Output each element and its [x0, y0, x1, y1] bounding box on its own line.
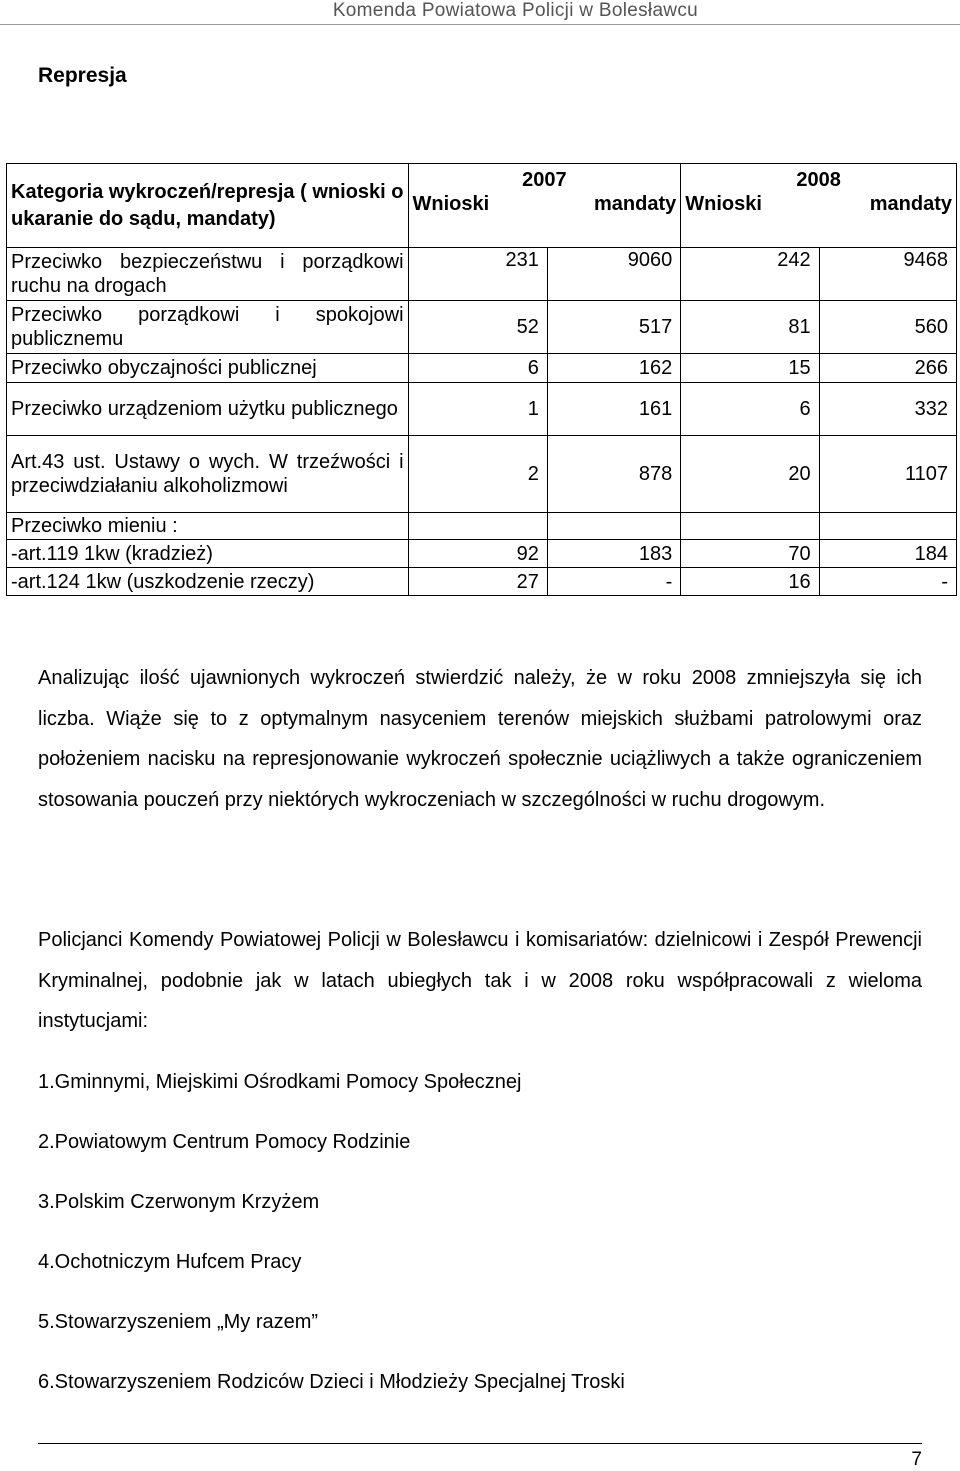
cell-2008-wnioski: 16: [681, 568, 819, 596]
subheader-wnioski: Wnioski: [685, 193, 762, 215]
category-header: Kategoria wykroczeń/represja ( wnioski o ukaranie do sądu, mandaty): [7, 164, 409, 248]
cell-2007-mandaty: 878: [547, 436, 680, 513]
cell-2007-mandaty: -: [547, 568, 680, 596]
subheader-mandaty: mandaty: [594, 193, 677, 215]
row-label: -art.119 1kw (kradzież): [7, 540, 409, 568]
cell-2008-mandaty: 1107: [819, 436, 956, 513]
row-label: Przeciwko urządzeniom użytku publicznego: [7, 383, 409, 436]
cell-2008-mandaty: 266: [819, 354, 956, 383]
row-label: Przeciwko mieniu :: [7, 513, 409, 540]
cooperation-paragraph: Policjanci Komendy Powiatowej Policji w Bolesławcu i komisariatów: dzielnicowi i Zespół Prewencji Kryminalnej, podobnie jak w latach ubiegłych tak i w 2008 roku współpracowali z wieloma instytucjami:: [38, 929, 922, 1032]
table-row: [7, 436, 957, 513]
table-row: [7, 248, 957, 301]
cell-2008-wnioski: 70: [681, 540, 819, 568]
subheader-mandaty: mandaty: [869, 193, 952, 215]
cell-2008-mandaty: 560: [819, 301, 956, 354]
cell-2008-mandaty: 184: [819, 540, 956, 568]
page-number: 7: [911, 1449, 922, 1470]
cell-2008-mandaty: 332: [819, 383, 956, 436]
cell-2007-mandaty: [547, 513, 680, 540]
cell-2007-wnioski: 6: [408, 354, 547, 383]
row-label: Art.43 ust. Ustawy o wych. W trzeźwości i przeciwdziałaniu alkoholizmowi: [7, 436, 409, 513]
cell-2007-wnioski: 92: [408, 540, 547, 568]
list-item: 1.Gminnymi, Miejskimi Ośrodkami Pomocy Społecznej: [38, 1071, 522, 1093]
cell-2008-wnioski: 81: [681, 301, 819, 354]
cell-2007-wnioski: 231: [408, 248, 547, 301]
row-label: -art.124 1kw (uszkodzenie rzeczy): [7, 568, 409, 596]
cell-2007-wnioski: [408, 513, 547, 540]
table-row: [7, 354, 957, 383]
running-header: Komenda Powiatowa Policji w Bolesławcu: [332, 0, 698, 21]
footer-divider: [38, 1443, 922, 1444]
cell-2007-wnioski: 52: [408, 301, 547, 354]
table-row: [7, 568, 957, 596]
year-header-2008: [681, 164, 957, 248]
list-item: 2.Powiatowym Centrum Pomocy Rodzinie: [38, 1131, 411, 1153]
row-label: Przeciwko porządkowi i spokojowi publicznemu: [7, 301, 409, 354]
header-divider: [0, 24, 960, 25]
cell-2008-wnioski: 242: [681, 248, 819, 301]
cell-2008-wnioski: 6: [681, 383, 819, 436]
list-item: 3.Polskim Czerwonym Krzyżem: [38, 1191, 320, 1213]
cell-2008-mandaty: [819, 513, 956, 540]
row-label: Przeciwko bezpieczeństwu i porządkowi ruchu na drogach: [7, 248, 409, 301]
cell-2008-wnioski: 15: [681, 354, 819, 383]
cell-2008-mandaty: 9468: [819, 248, 956, 301]
year-label: 2008: [796, 169, 841, 191]
year-header-2007: [408, 164, 681, 248]
year-label: 2007: [522, 169, 567, 191]
cell-2008-wnioski: [681, 513, 819, 540]
cell-2007-wnioski: 2: [408, 436, 547, 513]
subheader-wnioski: Wnioski: [412, 193, 490, 215]
cell-2007-wnioski: 1: [408, 383, 547, 436]
repression-table: [6, 163, 957, 596]
cell-2007-mandaty: 517: [547, 301, 680, 354]
cell-2007-mandaty: 161: [547, 383, 680, 436]
section-title: Represja: [38, 64, 127, 87]
table-header-row: [7, 164, 957, 248]
list-item: 6.Stowarzyszeniem Rodziców Dzieci i Młodzieży Specjalnej Troski: [38, 1371, 625, 1393]
cell-2008-mandaty: -: [819, 568, 956, 596]
cell-2007-mandaty: 162: [547, 354, 680, 383]
list-item: 5.Stowarzyszeniem „My razem”: [38, 1311, 319, 1333]
table-row: [7, 513, 957, 540]
cell-2007-mandaty: 183: [547, 540, 680, 568]
list-item: 4.Ochotniczym Hufcem Pracy: [38, 1251, 302, 1273]
analysis-paragraph: Analizując ilość ujawnionych wykroczeń stwierdzić należy, że w roku 2008 zmniejszyła się ich liczba. Wiąże się to z optymalnym nasyceniem terenów miejskich służbami patrolowymi oraz położeniem nacisku na represjonowanie wykroczeń społecznie uciążliwych a także ograniczeniem stosowania pouczeń przy niektórych wykroczeniach w szczególności w ruchu drogowym.: [38, 667, 922, 811]
row-label: Przeciwko obyczajności publicznej: [7, 354, 409, 383]
table-row: [7, 301, 957, 354]
cell-2007-mandaty: 9060: [547, 248, 680, 301]
table-row: [7, 383, 957, 436]
table-row: [7, 540, 957, 568]
cell-2008-wnioski: 20: [681, 436, 819, 513]
cell-2007-wnioski: 27: [408, 568, 547, 596]
